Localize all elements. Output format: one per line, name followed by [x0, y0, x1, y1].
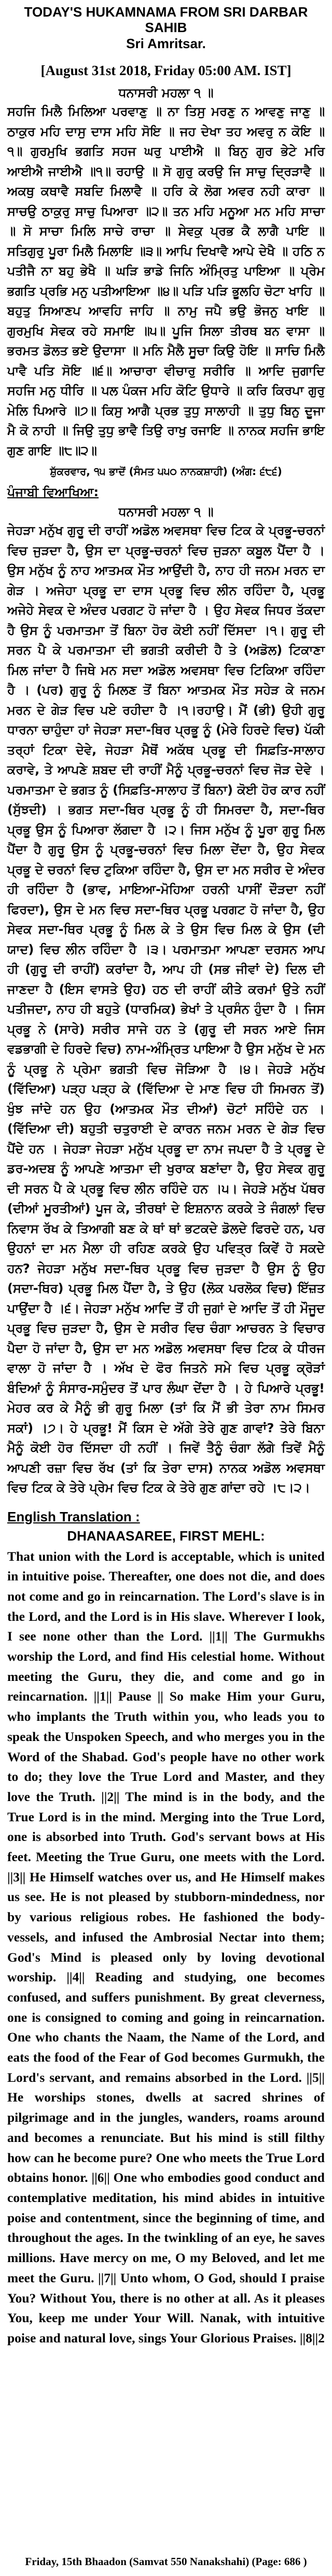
- page-title: TODAY'S HUKAMNAMA FROM SRI DARBAR SAHIB: [24, 4, 308, 35]
- location-subtitle: Sri Amritsar.: [126, 36, 206, 51]
- english-heading: DHANAASAREE, FIRST MEHL:: [67, 1528, 265, 1544]
- punjabi-section-title: ਪੰਜਾਬੀ ਵਿਆਖਿਆ:: [7, 485, 99, 499]
- date-line: [August 31st 2018, Friday 05:00 AM. IST]: [40, 63, 292, 78]
- gurmukhi-heading: ਧਨਾਸਰੀ ਮਹਲਾ ੧ ॥: [118, 85, 214, 100]
- english-translation-text: That union with the Lord is acceptable, which is united in intuitive poise. Thereafter, one does not die, and does not come and go in reincarnation. The Lord's slave is in the Lord, and the Lord is in His slave. Wherever I look, I see none other than the Lord. ||1|| The Gurmukhs worship the Lord, and find His celestial home. Without meeting the Guru, they die, and come and go in reincarnation. ||1|| Pause || So make Him your Guru, who implants the Truth within you, who leads you to speak the Unspoken Speech, and who merges you in the Word of the Shabad. God's people have no other work to do; they love the True Lord and Master, and they love the Truth. ||2|| The mind is in the body, and the True Lord is in the mind. Merging into the True Lord, one is absorbed into Truth. God's servant bows at His feet. Meeting the True Guru, one meets with the Lord. ||3|| He Himself watches over us, and He Himself makes us see. He is not pleased by stubborn-mindedness, nor by various religious robes. He fashioned the body-vessels, and infused the Ambrosial Nectar into them; God's Mind is pleased only by loving devotional worship. ||4|| Reading and studying, one becomes confused, and suffers punishment. By great cleverness, one is consigned to coming and going in reincarnation. One who chants the Naam, the Name of the Lord, and eats the food of the Fear of God becomes Gurmukh, the Lord's servant, and remains absorbed in the Lord. ||5|| He worships stones, dwells at sacred shrines of pilgrimage and in the jungles, wanders, roams around and becomes a renunciate. But his mind is still filthy how can he become pure? One who meets the True Lord obtains honor. ||6|| One who embodies good conduct and contemplative meditation, his mind abides in intuitive poise and contentment, since the beginning of time, and throughout the ages. In the twinkling of an eye, he saves millions. Have mercy on me, O my Beloved, and let me meet the Guru. ||7|| Unto whom, O God, should I praise You? Without You, there is no other at all. As it pleases You, keep me under Your Will. Nanak, with intuitive poise and natural love, sings Your Glorious Praises. ||8||2: [7, 1548, 325, 2345]
- gurmukhi-text: ਸਹਜਿ ਮਿਲੈ ਮਿਲਿਆ ਪਰਵਾਣੁ ॥ ਨਾ ਤਿਸੁ ਮਰਣੁ ਨ ਆਵਣੁ ਜਾਣੁ ॥ ਠਾਕੁਰ ਮਹਿ ਦਾਸੁ ਦਾਸ ਮਹਿ ਸੋਇ ॥ ਜਹ ਦੇਖਾ ਤਹ ਅਵਰੁ ਨ ਕੋਇ ॥੧॥ ਗੁਰਮੁਖਿ ਭਗਤਿ ਸਹਜ ਘਰੁ ਪਾਈਐ ॥ ਬਿਨੁ ਗੁਰ ਭੇਟੇ ਮਰਿ ਆਈਐ ਜਾਈਐ ॥੧॥ ਰਹਾਉ ॥ ਸੋ ਗੁਰੁ ਕਰਉ ਜਿ ਸਾਚੁ ਦ੍ਰਿੜਾਵੈ ॥ ਅਕਥੁ ਕਥਾਵੈ ਸਬਦਿ ਮਿਲਾਵੈ ॥ ਹਰਿ ਕੇ ਲੋਗ ਅਵਰ ਨਹੀ ਕਾਰਾ ॥ ਸਾਚਉ ਠਾਕੁਰੁ ਸਾਚੁ ਪਿਆਰਾ ॥੨॥ ਤਨ ਮਹਿ ਮਨੂਆ ਮਨ ਮਹਿ ਸਾਚਾ ॥ ਸੋ ਸਾਚਾ ਮਿਲਿ ਸਾਚੇ ਰਾਚਾ ॥ ਸੇਵਕੁ ਪ੍ਰਭ ਕੈ ਲਾਗੈ ਪਾਇ ॥ ਸਤਿਗੁਰੁ ਪੂਰਾ ਮਿਲੈ ਮਿਲਾਇ ॥੩॥ ਆਪਿ ਦਿਖਾਵੈ ਆਪੇ ਦੇਖੈ ॥ ਹਠਿ ਨ ਪਤੀਜੈ ਨਾ ਬਹੁ ਭੇਖੈ ॥ ਘੜਿ ਭਾਡੇ ਜਿਨਿ ਅੰਮ੍ਰਿਤੁ ਪਾਇਆ ॥ ਪ੍ਰੇਮ ਭਗਤਿ ਪ੍ਰਭਿ ਮਨੁ ਪਤੀਆਇਆ ॥੪॥ ਪੜਿ ਪੜਿ ਭੂਲਹਿ ਚੋਟਾ ਖਾਹਿ ॥ ਬਹੁਤੁ ਸਿਆਣਪ ਆਵਹਿ ਜਾਹਿ ॥ ਨਾਮੁ ਜਪੈ ਭਉ ਭੋਜਨੁ ਖਾਇ ॥ ਗੁਰਮੁਖਿ ਸੇਵਕ ਰਹੇ ਸਮਾਇ ॥੫॥ ਪੂਜਿ ਸਿਲਾ ਤੀਰਥ ਬਨ ਵਾਸਾ ॥ ਭਰਮਤ ਡੋਲਤ ਭਏ ਉਦਾਸਾ ॥ ਮਨਿ ਮੈਲੈ ਸੂਚਾ ਕਿਉ ਹੋਇ ॥ ਸਾਚਿ ਮਿਲੈ ਪਾਵੈ ਪਤਿ ਸੋਇ ॥੬॥ ਆਚਾਰਾ ਵੀਚਾਰੁ ਸਰੀਰਿ ॥ ਆਦਿ ਜੁਗਾਦਿ ਸਹਜਿ ਮਨੁ ਧੀਰਿ ॥ ਪਲ ਪੰਕਜ ਮਹਿ ਕੋਟਿ ਉਧਾਰੇ ॥ ਕਰਿ ਕਿਰਪਾ ਗੁਰੁ ਮੇਲਿ ਪਿਆਰੇ ॥੭॥ ਕਿਸੁ ਆਗੈ ਪ੍ਰਭ ਤੁਧੁ ਸਾਲਾਹੀ ॥ ਤੁਧੁ ਬਿਨੁ ਦੂਜਾ ਮੈ ਕੋ ਨਾਹੀ ॥ ਜਿਉ ਤੁਧੁ ਭਾਵੈ ਤਿਉ ਰਾਖੁ ਰਜਾਇ ॥ ਨਾਨਕ ਸਹਜਿ ਭਾਇ ਗੁਣ ਗਾਇ ॥੮॥੨॥: [7, 104, 325, 458]
- footer-date-line: Friday, 15th Bhaadon (Samvat 550 Nanakshahi) (Page: 686 ): [25, 2555, 307, 2568]
- date-reference-line: ਸ਼ੁੱਕਰਵਾਰ, ੧੫ ਭਾਦੋਂ (ਸੰਮਤ ੫੫੦ ਨਾਨਕਸ਼ਾਹੀ) (ਅੰਗ: ੬੮੬): [50, 465, 282, 478]
- punjabi-heading: ਧਨਾਸਰੀ ਮਹਲਾ ੧ ॥: [118, 504, 214, 519]
- english-section-title: English Translation :: [7, 1508, 140, 1524]
- punjabi-explanation-text: ਜੇਹੜਾ ਮਨੁੱਖ ਗੁਰੂ ਦੀ ਰਾਹੀਂ ਅਡੋਲ ਅਵਸਥਾ ਵਿਚ ਟਿਕ ਕੇ ਪ੍ਰਭੂ-ਚਰਨਾਂ ਵਿਚ ਜੁੜਦਾ ਹੈ, ਉਸ ਦਾ ਪ੍ਰਭੂ-ਚਰਨਾਂ ਵਿਚ ਜੁੜਨਾ ਕਬੂਲ ਪੈਂਦਾ ਹੈ । ਉਸ ਮਨੁੱਖ ਨੂੰ ਨਾਹ ਆਤਮਕ ਮੌਤ ਆਉਂਦੀ ਹੈ, ਨਾਹ ਹੀ ਜਨਮ ਮਰਨ ਦਾ ਗੇੜ । ਅਜੇਹਾ ਪ੍ਰਭੂ ਦਾ ਦਾਸ ਪ੍ਰਭੂ ਵਿਚ ਲੀਨ ਰਹਿੰਦਾ ਹੈ, ਪ੍ਰਭੂ ਅਜੇਹੇ ਸੇਵਕ ਦੇ ਅੰਦਰ ਪਰਗਟ ਹੋ ਜਾਂਦਾ ਹੈ । ਉਹ ਸੇਵਕ ਜਿਧਰ ਤੱਕਦਾ ਹੈ ਉਸ ਨੂੰ ਪਰਮਾਤਮਾ ਤੋਂ ਬਿਨਾ ਹੋਰ ਕੋਈ ਨਹੀਂ ਦਿੱਸਦਾ ।੧। ਗੁਰੂ ਦੀ ਸਰਨ ਪੈ ਕੇ ਪਰਮਾਤਮਾ ਦੀ ਭਗਤੀ ਕਰੀਦੀ ਹੈ ਤੇ (ਅਡੋਲ) ਟਿਕਾਣਾ ਮਿਲ ਜਾਂਦਾ ਹੈ ਜਿਥੇ ਮਨ ਸਦਾ ਅਡੋਲ ਅਵਸਥਾ ਵਿਚ ਟਿਕਿਆ ਰਹਿੰਦਾ ਹੈ । (ਪਰ) ਗੁਰੂ ਨੂੰ ਮਿਲਣ ਤੋਂ ਬਿਨਾ ਆਤਮਕ ਮੌਤ ਸਹੇੜ ਕੇ ਜਨਮ ਮਰਨ ਦੇ ਗੇੜ ਵਿਚ ਪਏ ਰਹੀਦਾ ਹੈ ।੧।ਰਹਾਉ। ਮੈਂ (ਭੀ) ਉਹੀ ਗੁਰੂ ਧਾਰਨਾ ਚਾਹੁੰਦਾ ਹਾਂ ਜੇਹੜਾ ਸਦਾ-ਥਿਰ ਪ੍ਰਭੂ ਨੂੰ (ਮੇਰੇ ਹਿਰਦੇ ਵਿਚ) ਪੱਕੀ ਤਰ੍ਹਾਂ ਟਿਕਾ ਦੇਵੇ, ਜੇਹੜਾ ਮੈਥੋਂ ਅਕੱਥ ਪ੍ਰਭੂ ਦੀ ਸਿਫ਼ਤਿ-ਸਾਲਾਹ ਕਰਾਵੇ, ਤੇ ਆਪਣੇ ਸ਼ਬਦ ਦੀ ਰਾਹੀਂ ਮੈਨੂੰ ਪ੍ਰਭੂ-ਚਰਨਾਂ ਵਿਚ ਜੋੜ ਦੇਵੇ । ਪਰਮਾਤਮਾ ਦੇ ਭਗਤ ਨੂੰ (ਸਿਫ਼ਤਿ-ਸਾਲਾਹ ਤੋਂ ਬਿਨਾ) ਕੋਈ ਹੋਰ ਕਾਰ ਨਹੀਂ (ਸੁੱਝਦੀ) । ਭਗਤ ਸਦਾ-ਥਿਰ ਪ੍ਰਭੂ ਨੂੰ ਹੀ ਸਿਮਰਦਾ ਹੈ, ਸਦਾ-ਥਿਰ ਪ੍ਰਭੂ ਉਸ ਨੂੰ ਪਿਆਰਾ ਲੱਗਦਾ ਹੈ ।੨। ਜਿਸ ਮਨੁੱਖ ਨੂੰ ਪੂਰਾ ਗੁਰੂ ਮਿਲ ਪੈਂਦਾ ਹੈ ਗੁਰੂ ਉਸ ਨੂੰ ਪ੍ਰਭੂ-ਚਰਨਾਂ ਵਿਚ ਮਿਲਾ ਦੇਂਦਾ ਹੈ, ਉਹ ਸੇਵਕ ਪ੍ਰਭੂ ਦੇ ਚਰਨਾਂ ਵਿਚ ਟੁਕਿਆ ਰਹਿੰਦਾ ਹੈ, ਉਸ ਦਾ ਮਨ ਸਰੀਰ ਦੇ ਅੰਦਰ ਹੀ ਰਹਿੰਦਾ ਹੈ (ਭਾਵ, ਮਾਇਆ-ਮੋਹਿਆ ਹਰਨੀ ਪਾਸੀਂ ਦੌੜਦਾ ਨਹੀਂ ਫਿਰਦਾ), ਉਸ ਦੇ ਮਨ ਵਿਚ ਸਦਾ-ਥਿਰ ਪ੍ਰਭੂ ਪਰਗਟ ਹੋ ਜਾਂਦਾ ਹੈ, ਉਹ ਸੇਵਕ ਸਦਾ-ਥਿਰ ਪ੍ਰਭੂ ਨੂੰ ਮਿਲ ਕੇ ਤੇ ਉਸ ਵਿਚ ਮਿਲ ਕੇ ਉਸ (ਦੀ ਯਾਦ) ਵਿਚ ਲੀਨ ਰਹਿੰਦਾ ਹੈ ।੩। ਪਰਮਾਤਮਾ ਆਪਣਾ ਦਰਸਨ ਆਪ ਹੀ (ਗੁਰੂ ਦੀ ਰਾਹੀਂ) ਕਰਾਂਦਾ ਹੈ, ਆਪ ਹੀ (ਸਭ ਜੀਵਾਂ ਦੇ) ਦਿਲ ਦੀ ਜਾਣਦਾ ਹੈ (ਇਸ ਵਾਸਤੇ ਉਹ) ਹਠ ਦੀ ਰਾਹੀਂ ਕੀਤੇ ਕਰਮਾਂ ਉਤੇ ਨਹੀਂ ਪਤੀਜਦਾ, ਨਾਹ ਹੀ ਬਹੁਤੇ (ਧਾਰਮਿਕ) ਭੇਖਾਂ ਤੇ ਪ੍ਰਸੰਨ ਹੁੰਦਾ ਹੈ । ਜਿਸ ਪ੍ਰਭੂ ਨੇ (ਸਾਰੇ) ਸਰੀਰ ਸਾਜੇ ਹਨ ਤੇ (ਗੁਰੂ ਦੀ ਸਰਨ ਆਏ ਜਿਸ ਵਡਭਾਗੀ ਦੇ ਹਿਰਦੇ ਵਿਚ) ਨਾਮ-ਅੰਮ੍ਰਿਤ ਪਾਇਆ ਹੈ ਉਸ ਮਨੁੱਖ ਦੇ ਮਨ ਨੂੰ ਪ੍ਰਭੂ ਨੇ ਪ੍ਰੇਮਾ ਭਗਤੀ ਵਿਚ ਜੋੜਿਆ ਹੈ ।੪। ਜੇਹੜੇ ਮਨੁੱਖ (ਵਿੱਦਿਆ) ਪੜ੍ਹ ਪੜ੍ਹ ਕੇ (ਵਿੱਦਿਆ ਦੇ ਮਾਣ ਵਿਚ ਹੀ ਸਿਮਰਨ ਤੋਂ) ਖੁੰਝ ਜਾਂਦੇ ਹਨ ਉਹ (ਆਤਮਕ ਮੌਤ ਦੀਆਂ) ਚੋਟਾਂ ਸਹਿੰਦੇ ਹਨ । (ਵਿੱਦਿਆ ਦੀ) ਬਹੁਤੀ ਚਤੁਰਾਈ ਦੇ ਕਾਰਨ ਜਨਮ ਮਰਨ ਦੇ ਗੇੜ ਵਿਚ ਪੈਂਦੇ ਹਨ । ਜੇਹੜਾ ਜੇਹੜਾ ਮਨੁੱਖ ਪ੍ਰਭੂ ਦਾ ਨਾਮ ਜਪਦਾ ਹੈ ਤੇ ਪ੍ਰਭੂ ਦੇ ਡਰ-ਅਦਬ ਨੂੰ ਆਪਣੇ ਆਤਮਾ ਦੀ ਖੁਰਾਕ ਬਣਾਂਦਾ ਹੈ, ਉਹ ਸੇਵਕ ਗੁਰੂ ਦੀ ਸਰਨ ਪੈ ਕੇ ਪ੍ਰਭੂ ਵਿਚ ਲੀਨ ਰਹਿੰਦੇ ਹਨ ।੫। ਜੇਹੜੇ ਮਨੁੱਖ ਪੱਥਰ (ਦੀਆਂ ਮੂਰਤੀਆਂ) ਪੂਜ ਕੇ, ਤੀਰਥਾਂ ਦੇ ਇਸ਼ਨਾਨ ਕਰਕੇ ਤੇ ਜੰਗਲਾਂ ਵਿਚ ਨਿਵਾਸ ਰੱਖ ਕੇ ਤਿਆਗੀ ਬਣ ਕੇ ਥਾਂ ਥਾਂ ਭਟਕਦੇ ਡੋਲਦੇ ਫਿਰਦੇ ਹਨ, ਪਰ ਉਹਨਾਂ ਦਾ ਮਨ ਮੈਲਾ ਹੀ ਰਹਿਣ ਕਰਕੇ ਉਹ ਪਵਿਤ੍ਰ ਕਿਵੇਂ ਹੋ ਸਕਦੇ ਹਨ? ਜੇਹੜਾ ਮਨੁੱਖ ਸਦਾ-ਥਿਰ ਪ੍ਰਭੂ ਵਿਚ ਜੁੜਦਾ ਹੈ ਉਸ ਨੂੰ ਉਹ (ਸਦਾ-ਥਿਰ) ਪ੍ਰਭੂ ਮਿਲ ਪੈਂਦਾ ਹੈ, ਤੇ ਉਹ (ਲੋਕ ਪਰਲੋਕ ਵਿਚ) ਇੱਜ਼ਤ ਪਾਉਂਦਾ ਹੈ ।੬। ਜੇਹੜਾ ਮਨੁੱਖ ਆਦਿ ਤੋਂ ਹੀ ਜੁਗਾਂ ਦੇ ਆਦਿ ਤੋਂ ਹੀ ਮੌਜੂਦ ਪ੍ਰਭੂ ਵਿਚ ਜੁੜਦਾ ਹੈ, ਉਸ ਦੇ ਸਰੀਰ ਵਿਚ ਚੰਗਾ ਆਚਰਨ ਤੇ ਵਿਚਾਰ ਪੈਦਾ ਹੋ ਜਾਂਦਾ ਹੈ, ਉਸ ਦਾ ਮਨ ਅਡੋਲ ਅਵਸਥਾ ਵਿਚ ਟਿਕ ਕੇ ਧੀਰਜ ਵਾਲਾ ਹੋ ਜਾਂਦਾ ਹੈ । ਅੱਖ ਦੇ ਫੋਰ ਜਿਤਨੇ ਸਮੇ ਵਿਚ ਪ੍ਰਭੂ ਕ੍ਰੋੜਾਂ ਬੰਦਿਆਂ ਨੂੰ ਸੰਸਾਰ-ਸਮੁੰਦਰ ਤੋਂ ਪਾਰ ਲੰਘਾ ਦੇਂਦਾ ਹੈ । ਹੇ ਪਿਆਰੇ ਪ੍ਰਭੂ! ਮੇਹਰ ਕਰ ਕੇ ਮੈਨੂੰ ਭੀ ਗੁਰੂ ਮਿਲਾ (ਤਾਂ ਕਿ ਮੈਂ ਭੀ ਤੇਰਾ ਨਾਮ ਸਿਮਰ ਸਕਾਂ) ।੭। ਹੇ ਪ੍ਰਭੂ! ਮੈਂ ਕਿਸ ਦੇ ਅੱਗੇ ਤੇਰੇ ਗੁਣ ਗਾਵਾਂ? ਤੇਰੇ ਬਿਨਾ ਮੈਨੂੰ ਕੋਈ ਹੋਰ ਦਿੱਸਦਾ ਹੀ ਨਹੀਂ । ਜਿਵੇਂ ਤੈਨੂੰ ਚੰਗਾ ਲੱਗੇ ਤਿਵੇਂ ਮੈਨੂੰ ਆਪਣੀ ਰਜ਼ਾ ਵਿਚ ਰੱਖ (ਤਾਂ ਕਿ ਤੇਰਾ ਦਾਸ) ਨਾਨਕ ਅਡੋਲ ਅਵਸਥਾ ਵਿਚ ਟਿਕ ਕੇ ਤੇਰੇ ਪ੍ਰੇਮ ਵਿਚ ਟਿਕ ਕੇ ਤੇਰੇ ਗੁਣ ਗਾਂਦਾ ਰਹੇ ।੮।੨।: [7, 523, 325, 1495]
